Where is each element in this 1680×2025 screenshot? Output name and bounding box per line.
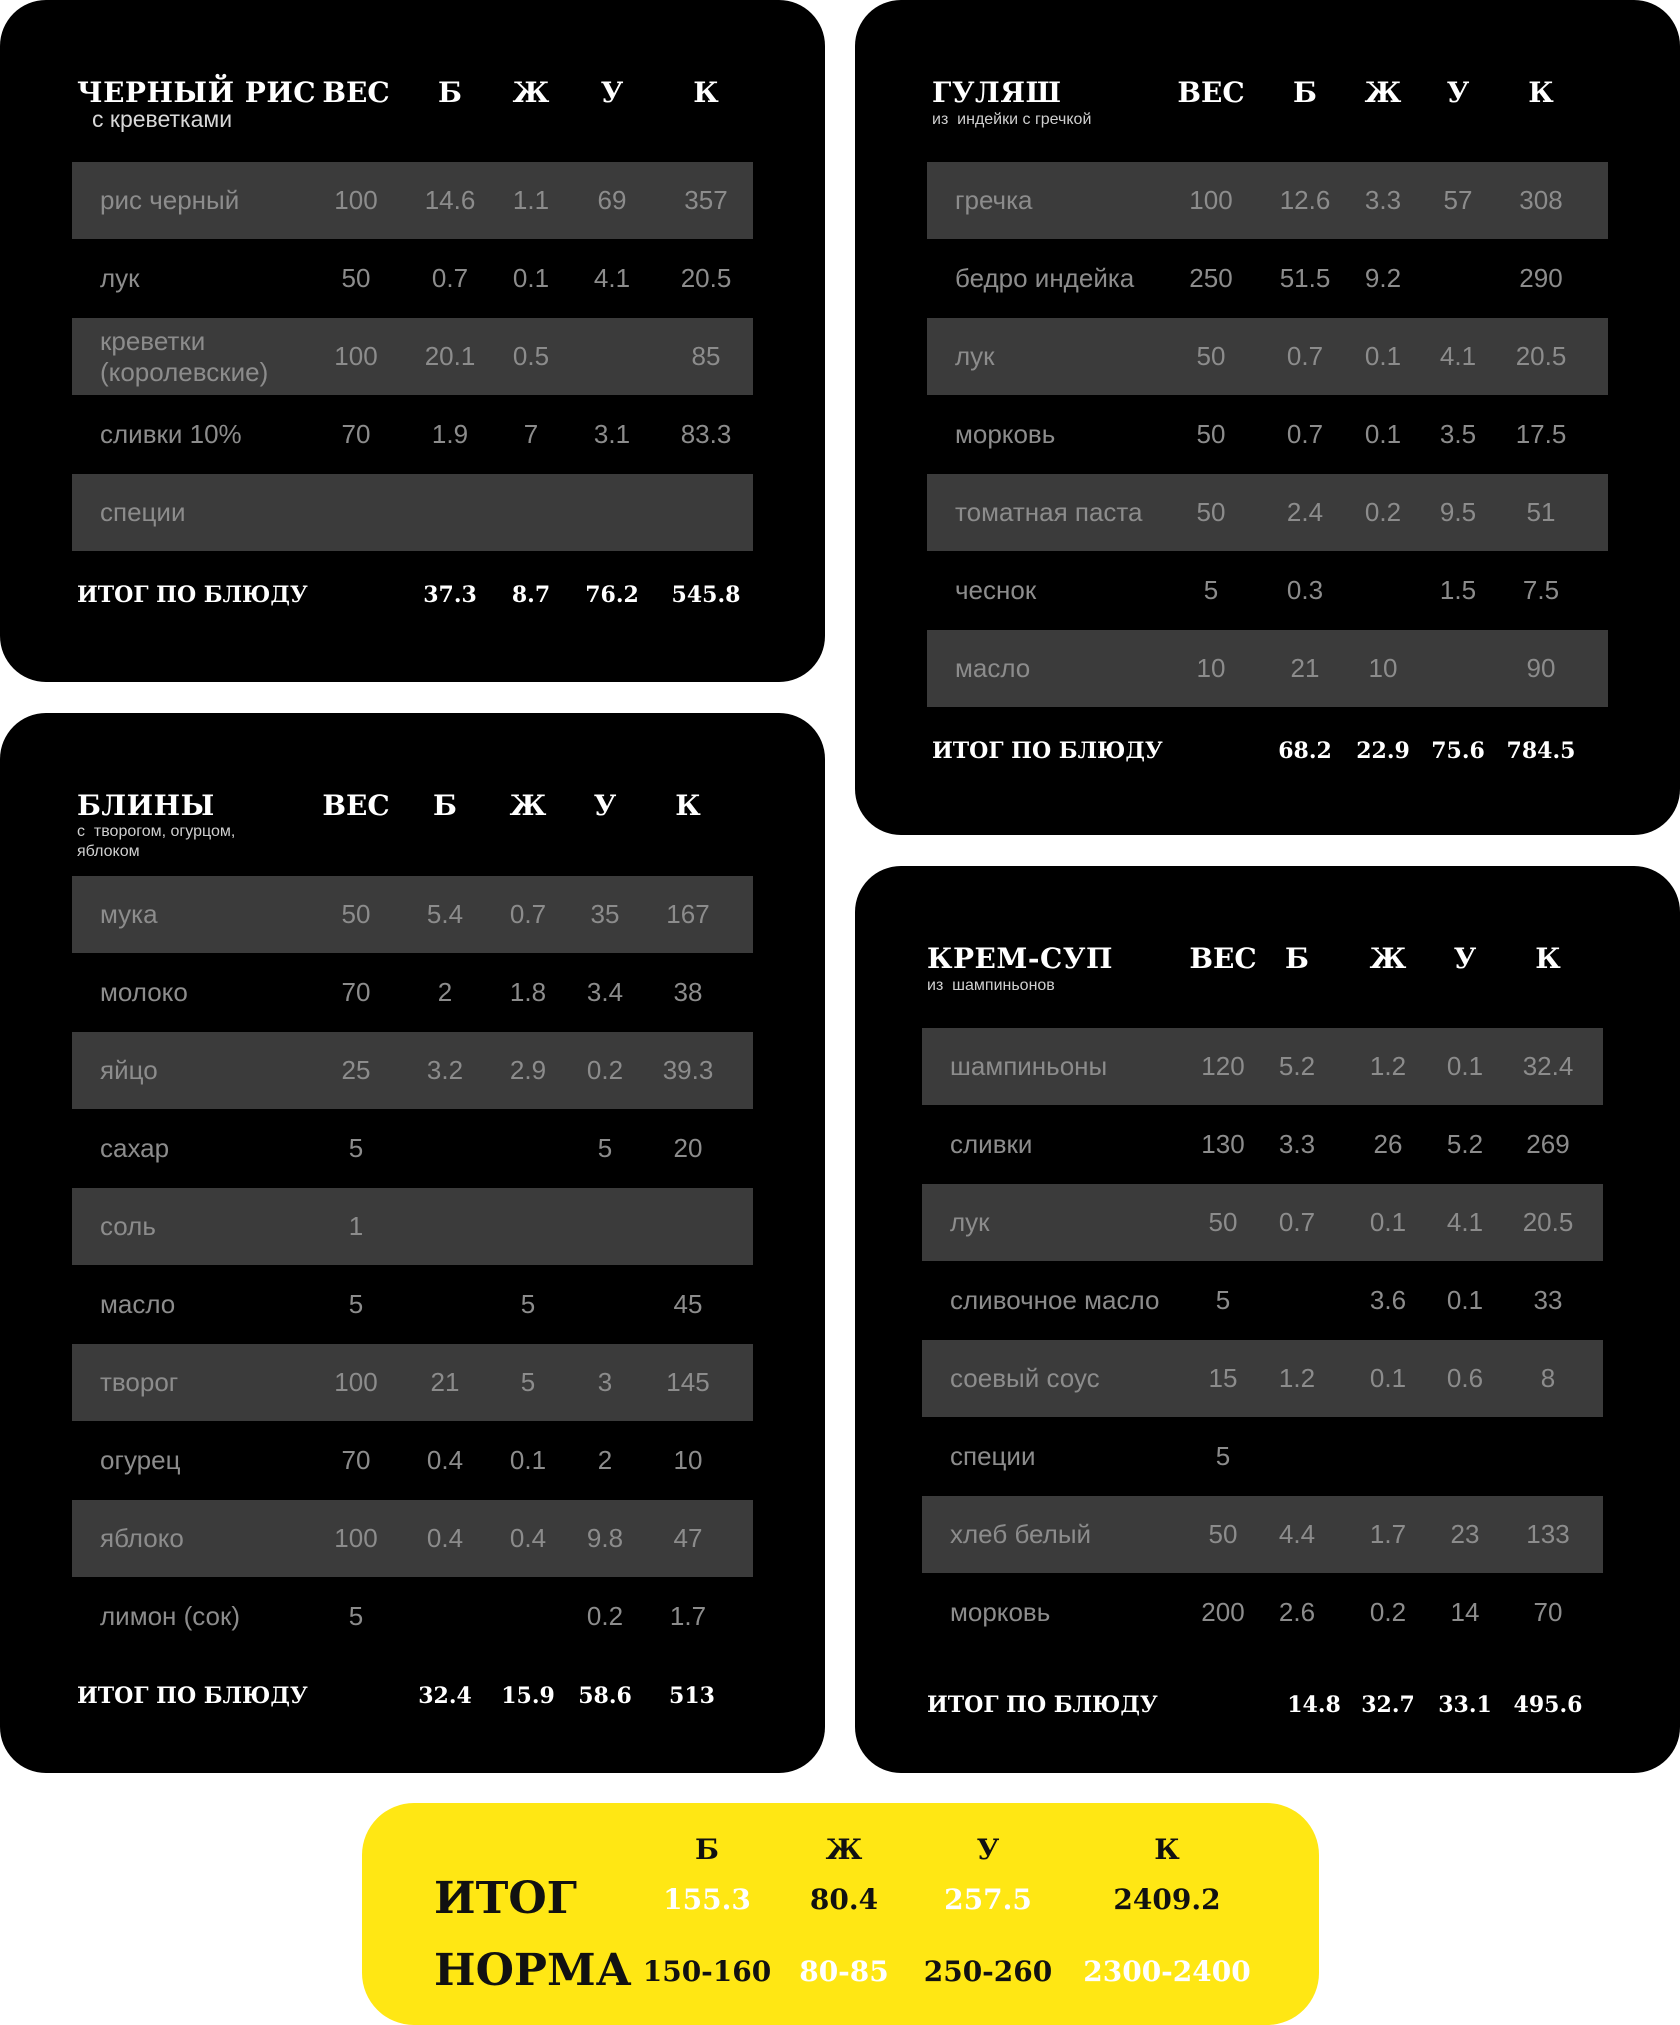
ingredient-weight: 50 [1208, 1519, 1238, 1549]
ingredient-row [927, 318, 1608, 395]
ingredient-row [922, 1184, 1603, 1261]
ingredient-row [72, 396, 753, 473]
ingredient-carbs [560, 1188, 650, 1265]
col-header-kcal: К [1528, 76, 1554, 109]
ingredient-weight: 100 [334, 1523, 378, 1553]
ingredient-name: шампиньоны [950, 1051, 1108, 1081]
ingredient-fat: 26 [1373, 1129, 1403, 1159]
ingredient-name: мука [100, 899, 158, 929]
ingredient-row [922, 1028, 1603, 1105]
ingredient-protein: 0.7 [431, 263, 469, 293]
ingredient-protein: 0.3 [1286, 575, 1324, 605]
ingredient-kcal: 70 [1533, 1597, 1563, 1627]
ingredient-fat: 0.1 [509, 1445, 547, 1475]
ingredient-weight: 50 [341, 263, 371, 293]
col-header-protein: Б [438, 76, 462, 109]
ingredient-row [922, 1106, 1603, 1183]
dish-subtitle: из индейки с гречкой [932, 111, 1092, 128]
col-header-protein: Б [433, 789, 457, 822]
ingredient-weight: 5 [348, 1601, 364, 1631]
ingredient-kcal: 8 [1540, 1363, 1556, 1393]
ingredient-carbs: 4.1 [1439, 341, 1477, 371]
summary-total-kcal: 2409.2 [1113, 1883, 1221, 1916]
ingredient-protein: 5.2 [1278, 1051, 1316, 1081]
ingredient-kcal: 1.7 [669, 1601, 707, 1631]
dish-title: ГУЛЯШ [932, 76, 1062, 109]
ingredient-kcal: 269 [1526, 1129, 1570, 1159]
ingredient-row [72, 162, 753, 239]
dish-card-pancakes [0, 713, 825, 1773]
ingredient-name: сахар [100, 1133, 170, 1163]
ingredient-kcal: 145 [666, 1367, 710, 1397]
total-fat: 32.7 [1361, 1692, 1415, 1718]
dish-card-cream-soup [855, 866, 1680, 1773]
ingredient-row [72, 240, 753, 317]
ingredient-weight: 70 [341, 977, 371, 1007]
ingredient-name: молоко [100, 977, 188, 1007]
ingredient-name: томатная паста [955, 497, 1143, 527]
ingredient-weight: 1 [348, 1211, 364, 1241]
ingredient-carbs: 69 [597, 185, 627, 215]
ingredient-kcal: 51 [1526, 497, 1556, 527]
ingredient-protein [400, 1578, 490, 1655]
ingredient-row [922, 1262, 1603, 1339]
ingredient-name: хлеб белый [950, 1519, 1092, 1549]
ingredient-name: лимон (сок) [100, 1601, 241, 1631]
ingredient-weight: 250 [1189, 263, 1233, 293]
summary-norm-kcal: 2300-2400 [1083, 1955, 1251, 1988]
ingredient-row [927, 630, 1608, 707]
summary-header-kcal: К [1154, 1833, 1180, 1866]
ingredient-row [72, 1344, 753, 1421]
ingredient-row [72, 1500, 753, 1577]
ingredient-protein: 2.6 [1278, 1597, 1316, 1627]
ingredient-carbs [1413, 240, 1503, 317]
total-carbs: 58.6 [578, 1683, 632, 1709]
ingredient-carbs: 0.2 [586, 1601, 624, 1631]
total-label: ИТОГ ПО БЛЮДУ [77, 582, 308, 608]
ingredient-kcal: 20.5 [1515, 341, 1567, 371]
ingredient-fat: 7 [523, 419, 539, 449]
ingredient-carbs: 4.1 [593, 263, 631, 293]
ingredient-name: лук [950, 1207, 990, 1237]
total-carbs: 33.1 [1438, 1692, 1492, 1718]
ingredient-carbs [567, 318, 657, 395]
dish-subtitle: с креветками [92, 106, 233, 132]
ingredient-name: сливочное масло [950, 1285, 1160, 1315]
ingredient-protein: 21 [1290, 653, 1320, 683]
col-header-fat: Ж [1364, 76, 1402, 109]
col-header-weight: ВЕС [322, 76, 390, 109]
ingredient-row [927, 162, 1608, 239]
summary-total-protein: 155.3 [663, 1883, 751, 1916]
ingredient-kcal: 39.3 [662, 1055, 714, 1085]
ingredient-protein: 0.4 [426, 1523, 464, 1553]
summary-norm-label: НОРМА [434, 1945, 632, 1996]
ingredient-carbs: 3.5 [1439, 419, 1477, 449]
ingredient-weight: 25 [341, 1055, 371, 1085]
summary-norm-carbs: 250-260 [923, 1955, 1053, 1988]
ingredient-kcal: 308 [1519, 185, 1563, 215]
ingredient-fat: 0.7 [509, 899, 547, 929]
ingredient-fat: 2.9 [509, 1055, 547, 1085]
ingredient-kcal: 90 [1526, 653, 1556, 683]
ingredient-name: рис черный [100, 185, 240, 215]
ingredient-row [72, 1266, 753, 1343]
ingredient-weight: 50 [341, 899, 371, 929]
col-header-protein: Б [1293, 76, 1317, 109]
ingredient-kcal: 83.3 [680, 419, 732, 449]
summary-total-label: ИТОГ [434, 1873, 578, 1924]
ingredient-row [922, 1418, 1603, 1495]
ingredient-weight: 200 [1201, 1597, 1245, 1627]
ingredient-carbs: 57 [1443, 185, 1473, 215]
ingredient-fat [486, 474, 576, 551]
ingredient-fat: 0.1 [1369, 1363, 1407, 1393]
ingredient-row [72, 876, 753, 953]
total-carbs: 75.6 [1431, 738, 1485, 764]
ingredient-fat: 1.2 [1369, 1051, 1407, 1081]
ingredient-kcal: 357 [684, 185, 728, 215]
ingredient-carbs: 4.1 [1446, 1207, 1484, 1237]
ingredient-name: креветки (королевские) [100, 325, 269, 387]
ingredient-kcal: 7.5 [1522, 575, 1560, 605]
ingredient-kcal: 17.5 [1515, 419, 1567, 449]
ingredient-carbs [1413, 630, 1503, 707]
ingredient-carbs: 35 [590, 899, 620, 929]
ingredient-name: яйцо [100, 1055, 158, 1085]
ingredient-kcal: 290 [1519, 263, 1563, 293]
summary-total-fat: 80.4 [809, 1883, 879, 1916]
ingredient-weight: 15 [1208, 1363, 1238, 1393]
ingredient-kcal [643, 1188, 733, 1265]
ingredient-name: масло [100, 1289, 176, 1319]
ingredient-name: специи [100, 497, 186, 527]
ingredient-fat: 0.2 [1364, 497, 1402, 527]
ingredient-name: специи [950, 1441, 1036, 1471]
ingredient-fat: 0.1 [512, 263, 550, 293]
ingredient-row [72, 1032, 753, 1109]
ingredient-name: морковь [955, 419, 1056, 449]
ingredient-carbs: 3 [597, 1367, 613, 1397]
ingredient-row [72, 1422, 753, 1499]
ingredient-name: соевый соус [950, 1363, 1100, 1393]
ingredient-kcal: 45 [673, 1289, 703, 1319]
ingredient-weight: 70 [341, 1445, 371, 1475]
summary-norm-protein: 150-160 [642, 1955, 772, 1988]
ingredient-row [72, 1110, 753, 1187]
col-header-kcal: К [1535, 942, 1561, 975]
ingredient-weight: 50 [1196, 419, 1226, 449]
ingredient-fat: 0.1 [1369, 1207, 1407, 1237]
ingredient-weight: 100 [1189, 185, 1233, 215]
ingredient-name: масло [955, 653, 1031, 683]
total-protein: 68.2 [1278, 738, 1332, 764]
dish-subtitle: с творогом, огурцом, яблоком [77, 823, 236, 860]
dish-title: КРЕМ-СУП [927, 942, 1113, 975]
ingredient-carbs: 5 [597, 1133, 613, 1163]
ingredient-protein: 3.3 [1278, 1129, 1316, 1159]
col-header-carbs: У [1446, 76, 1470, 109]
ingredient-protein: 14.6 [424, 185, 476, 215]
summary-norm-fat: 80-85 [799, 1955, 889, 1988]
total-carbs: 76.2 [585, 582, 639, 608]
col-header-carbs: У [1453, 942, 1477, 975]
ingredient-carbs: 0.1 [1446, 1285, 1484, 1315]
ingredient-protein: 20.1 [424, 341, 476, 371]
ingredient-name: сливки 10% [100, 419, 242, 449]
ingredient-weight: 5 [1215, 1285, 1231, 1315]
ingredient-protein: 21 [430, 1367, 460, 1397]
ingredient-kcal: 20.5 [680, 263, 732, 293]
ingredient-row [72, 318, 753, 395]
dish-card-goulash [855, 0, 1680, 835]
total-protein: 37.3 [423, 582, 477, 608]
ingredient-weight: 10 [1196, 653, 1226, 683]
ingredient-name: огурец [100, 1445, 181, 1475]
ingredient-name: гречка [955, 185, 1033, 215]
ingredient-carbs [567, 474, 657, 551]
ingredient-carbs: 23 [1450, 1519, 1480, 1549]
ingredient-kcal: 85 [691, 341, 721, 371]
ingredient-row [922, 1574, 1603, 1651]
ingredient-carbs: 0.6 [1446, 1363, 1484, 1393]
ingredient-carbs: 5.2 [1446, 1129, 1484, 1159]
ingredient-protein: 0.7 [1286, 341, 1324, 371]
ingredient-row [927, 240, 1608, 317]
ingredient-kcal: 167 [666, 899, 710, 929]
ingredient-carbs: 2 [597, 1445, 613, 1475]
ingredient-protein: 0.7 [1286, 419, 1324, 449]
ingredient-weight: 100 [334, 341, 378, 371]
col-header-fat: Ж [509, 789, 547, 822]
ingredient-kcal: 47 [673, 1523, 703, 1553]
ingredient-kcal: 20 [673, 1133, 703, 1163]
col-header-protein: Б [1285, 942, 1309, 975]
dish-subtitle: из шампиньонов [927, 977, 1055, 994]
daily-summary-panel [362, 1803, 1319, 2025]
ingredient-carbs [1420, 1418, 1510, 1495]
ingredient-row [72, 474, 753, 551]
ingredient-protein [1252, 1418, 1342, 1495]
ingredient-kcal: 20.5 [1522, 1207, 1574, 1237]
col-header-weight: ВЕС [1189, 942, 1257, 975]
ingredient-weight: 50 [1208, 1207, 1238, 1237]
ingredient-protein: 0.4 [426, 1445, 464, 1475]
ingredient-row [927, 474, 1608, 551]
ingredient-weight: 50 [1196, 341, 1226, 371]
ingredient-protein [1252, 1262, 1342, 1339]
col-header-carbs: У [593, 789, 617, 822]
col-header-weight: ВЕС [1177, 76, 1245, 109]
ingredient-protein: 12.6 [1279, 185, 1331, 215]
ingredient-weight: 130 [1201, 1129, 1245, 1159]
ingredient-kcal: 33 [1533, 1285, 1563, 1315]
ingredient-protein: 0.7 [1278, 1207, 1316, 1237]
ingredient-row [72, 954, 753, 1031]
ingredient-protein [405, 474, 495, 551]
ingredient-carbs: 9.8 [586, 1523, 624, 1553]
total-fat: 22.9 [1356, 738, 1410, 764]
ingredient-weight: 5 [1203, 575, 1219, 605]
ingredient-fat: 0.5 [512, 341, 550, 371]
ingredient-row [927, 552, 1608, 629]
col-header-carbs: У [600, 76, 624, 109]
ingredient-weight: 5 [1215, 1441, 1231, 1471]
total-label: ИТОГ ПО БЛЮДУ [77, 1683, 308, 1709]
ingredient-carbs: 1.5 [1439, 575, 1477, 605]
ingredient-name: творог [100, 1367, 179, 1397]
ingredient-protein: 51.5 [1279, 263, 1331, 293]
summary-header-protein: Б [695, 1833, 719, 1866]
ingredient-weight: 50 [1196, 497, 1226, 527]
ingredient-fat: 9.2 [1364, 263, 1402, 293]
total-kcal: 495.6 [1513, 1692, 1583, 1718]
ingredient-protein: 2.4 [1286, 497, 1324, 527]
ingredient-name: лук [100, 263, 140, 293]
ingredient-fat: 5 [520, 1367, 536, 1397]
dish-card-black-rice [0, 0, 825, 682]
ingredient-carbs: 14 [1450, 1597, 1480, 1627]
dish-title: ЧЕРНЫЙ РИС [77, 76, 317, 109]
ingredient-protein [400, 1110, 490, 1187]
ingredient-fat: 1.7 [1369, 1519, 1407, 1549]
ingredient-fat: 1.8 [509, 977, 547, 1007]
ingredient-fat: 0.2 [1369, 1597, 1407, 1627]
ingredient-name: яблоко [100, 1523, 184, 1553]
ingredient-weight: 100 [334, 185, 378, 215]
ingredient-protein [400, 1188, 490, 1265]
ingredient-protein: 1.9 [431, 419, 469, 449]
ingredient-carbs: 3.1 [593, 419, 631, 449]
ingredient-protein: 1.2 [1278, 1363, 1316, 1393]
ingredient-weight: 5 [348, 1289, 364, 1319]
ingredient-fat: 0.4 [509, 1523, 547, 1553]
ingredient-kcal: 38 [673, 977, 703, 1007]
ingredient-kcal: 32.4 [1522, 1051, 1574, 1081]
total-fat: 8.7 [511, 582, 551, 608]
ingredient-name: сливки [950, 1129, 1033, 1159]
ingredient-fat: 0.1 [1364, 419, 1402, 449]
ingredient-fat: 10 [1368, 653, 1398, 683]
ingredient-kcal [1503, 1418, 1593, 1495]
ingredient-fat: 3.3 [1364, 185, 1402, 215]
ingredient-protein: 4.4 [1278, 1519, 1316, 1549]
col-header-fat: Ж [1369, 942, 1407, 975]
summary-total-carbs: 257.5 [944, 1883, 1032, 1916]
ingredient-name: морковь [950, 1597, 1051, 1627]
ingredient-name: соль [100, 1211, 156, 1241]
ingredient-row [922, 1340, 1603, 1417]
col-header-kcal: К [693, 76, 719, 109]
ingredient-protein: 2 [437, 977, 453, 1007]
total-protein: 14.8 [1287, 1692, 1341, 1718]
ingredient-fat: 3.6 [1369, 1285, 1407, 1315]
ingredient-fat: 5 [520, 1289, 536, 1319]
ingredient-kcal [661, 474, 751, 551]
ingredient-carbs: 3.4 [586, 977, 624, 1007]
ingredient-kcal: 10 [673, 1445, 703, 1475]
ingredient-carbs: 0.2 [586, 1055, 624, 1085]
ingredient-name: бедро индейка [955, 263, 1135, 293]
summary-header-fat: Ж [825, 1833, 863, 1866]
ingredient-weight: 70 [341, 419, 371, 449]
col-header-weight: ВЕС [322, 789, 390, 822]
ingredient-carbs [560, 1266, 650, 1343]
col-header-fat: Ж [512, 76, 550, 109]
ingredient-weight [311, 474, 401, 551]
total-fat: 15.9 [501, 1683, 555, 1709]
ingredient-fat: 0.1 [1364, 341, 1402, 371]
total-label: ИТОГ ПО БЛЮДУ [932, 738, 1163, 764]
total-kcal: 545.8 [671, 582, 741, 608]
ingredient-fat: 1.1 [512, 185, 550, 215]
ingredient-row [927, 396, 1608, 473]
ingredient-kcal: 133 [1526, 1519, 1570, 1549]
ingredient-carbs: 0.1 [1446, 1051, 1484, 1081]
total-label: ИТОГ ПО БЛЮДУ [927, 1692, 1158, 1718]
ingredient-protein: 3.2 [426, 1055, 464, 1085]
col-header-kcal: К [675, 789, 701, 822]
ingredient-name: чеснок [955, 575, 1037, 605]
ingredient-row [922, 1496, 1603, 1573]
total-protein: 32.4 [418, 1683, 472, 1709]
ingredient-protein: 5.4 [426, 899, 464, 929]
ingredient-protein [400, 1266, 490, 1343]
total-kcal: 513 [669, 1683, 715, 1709]
ingredient-row [72, 1578, 753, 1655]
ingredient-weight: 100 [334, 1367, 378, 1397]
ingredient-carbs: 9.5 [1439, 497, 1477, 527]
ingredient-row [72, 1188, 753, 1265]
ingredient-name: лук [955, 341, 995, 371]
summary-header-carbs: У [976, 1833, 1000, 1866]
total-kcal: 784.5 [1506, 738, 1576, 764]
ingredient-weight: 120 [1201, 1051, 1245, 1081]
ingredient-weight: 5 [348, 1133, 364, 1163]
dish-title: БЛИНЫ [77, 789, 215, 822]
